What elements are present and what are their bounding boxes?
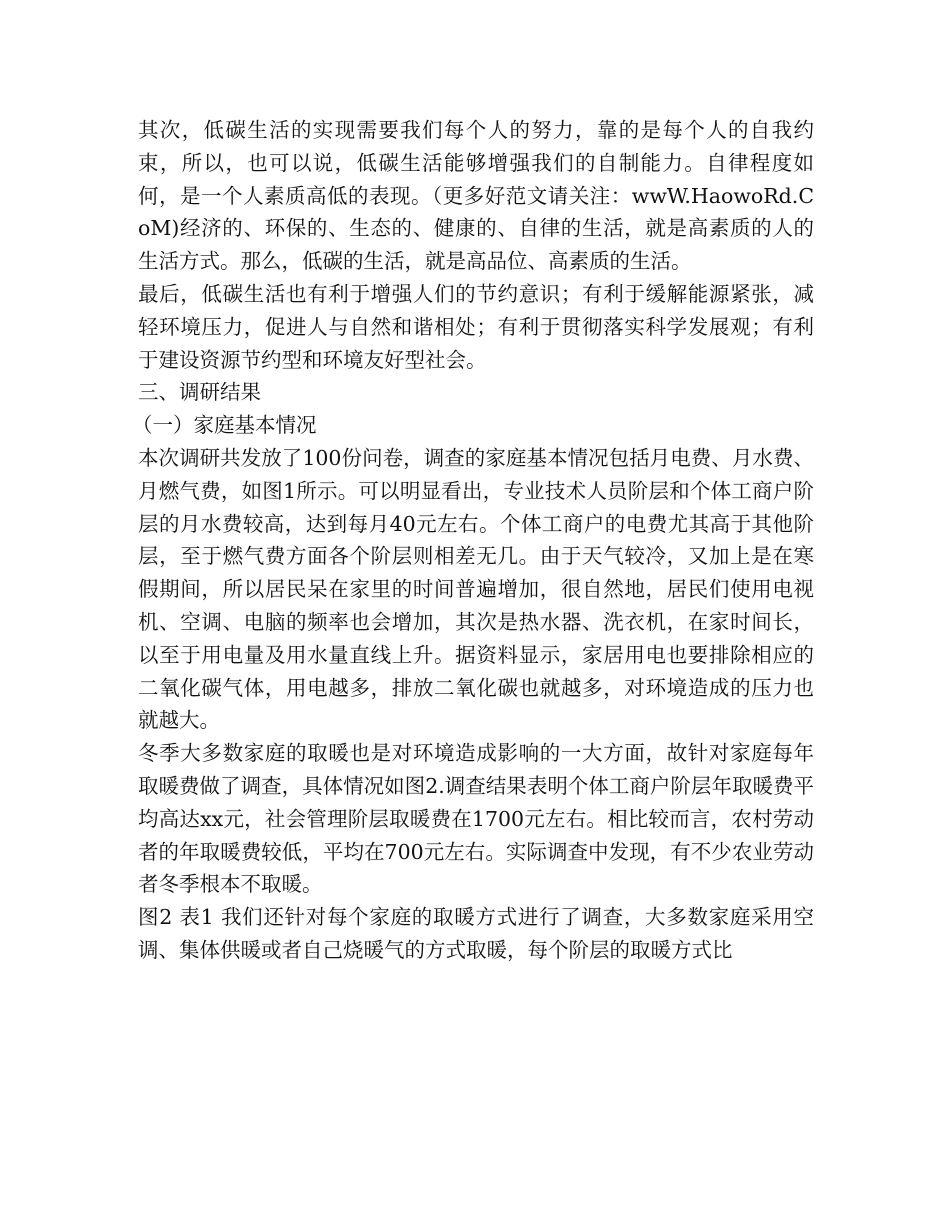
paragraph-self-discipline: 其次，低碳生活的实现需要我们每个人的努力，靠的是每个人的自我约束，所以，也可以说，低碳生活能够增强我们的自制能力。自律程度如何，是一个人素质高低的表现。（更多好范文请关注：wwW.HaowoRd.CoM)经济的、环保的、生态的、健康的、自律的生活，就是高素质的人的生活方式。那么，低碳的生活，就是高品位、高素质的生活。 [138, 118, 814, 274]
paragraph-heating-methods: 图2 表1 我们还针对每个家庭的取暖方式进行了调查，大多数家庭采用空调、集体供暖或者自己烧暖气的方式取暖，每个阶层的取暖方式比 [138, 905, 814, 962]
paragraph-household-expenses: 本次调研共发放了100份问卷，调查的家庭基本情况包括月电费、月水费、月燃气费，如图1所示。可以明显看出，专业技术人员阶层和个体工商户阶层的月水费较高，达到每月40元左右。个体工商户的电费尤其高于其他阶层，至于燃气费方面各个阶层则相差无几。由于天气较冷，又加上是在寒假期间，所以居民呆在家里的时间普遍增加，很自然地，居民们使用电视机、空调、电脑的频率也会增加，其次是热水器、洗衣机，在家时间长，以至于用电量及用水量直线上升。据资料显示，家居用电也要排除相应的二氧化碳气体，用电越多，排放二氧化碳也就越多，对环境造成的压力也就越大。 [138, 445, 814, 733]
section-heading-results: 三、调研结果 [138, 380, 261, 405]
paragraph-conservation: 最后，低碳生活也有利于增强人们的节约意识；有利于缓解能源紧张，减轻环境压力，促进人与自然和谐相处；有利于贯彻落实科学发展观；有利于建设资源节约型和环境友好型社会。 [138, 281, 814, 372]
document-page [132, 114, 814, 967]
paragraph-heating-costs: 冬季大多数家庭的取暖也是对环境造成影响的一大方面，故针对家庭每年取暖费做了调查，具体情况如图2.调查结果表明个体工商户阶层年取暖费平均高达xx元，社会管理阶层取暖费在1700元左右。相比较而言，农村劳动者的年取暖费较低，平均在700元左右。实际调查中发现，有不少农业劳动者冬季根本不取暖。 [138, 741, 814, 897]
subsection-heading-household: （一）家庭基本情况 [132, 413, 317, 438]
